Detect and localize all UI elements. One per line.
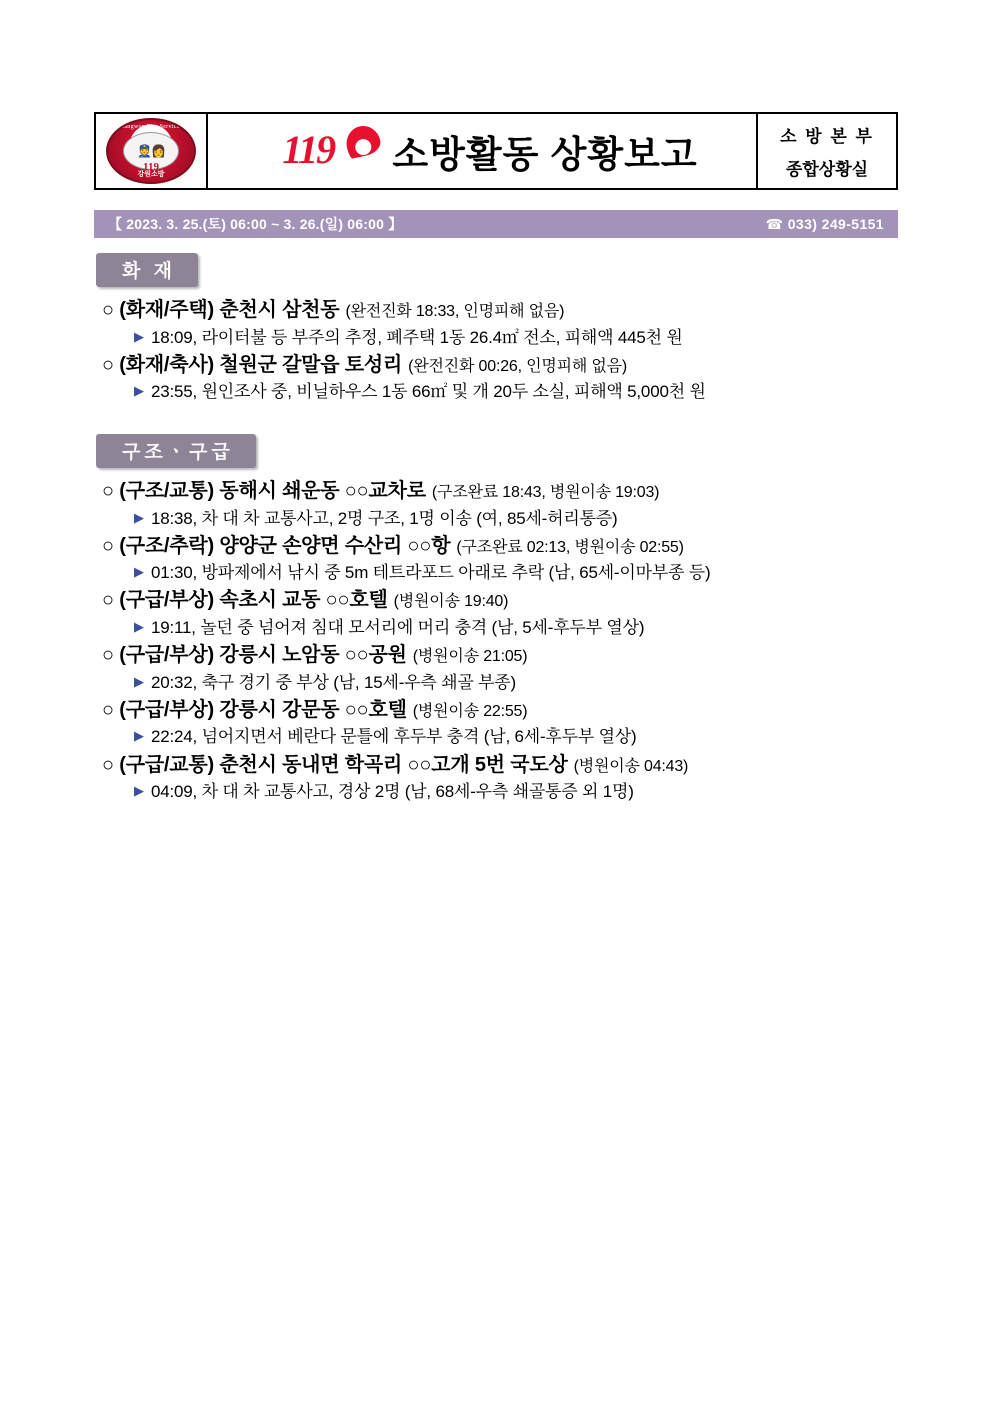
incident-detail: [96, 616, 908, 640]
incident-detail-text: 04:09, 차 대 차 교통사고, 경상 2명 (남, 68세-우측 쇄골통증 외 1명): [151, 782, 634, 802]
incident-note: (구조완료 02:13, 병원이송 02:55): [456, 538, 684, 556]
incident-note: (병원이송 22:55): [412, 702, 528, 720]
incident-detail: [96, 507, 908, 531]
triangle-bullet-icon: ▶: [134, 383, 144, 399]
incident-entry: [96, 478, 908, 531]
incident-detail-text: 18:09, 라이터불 등 부주의 추정, 폐주택 1동 26.4㎡ 전소, 피해액 445천 원: [151, 327, 683, 347]
incident-detail: [96, 326, 908, 350]
incident-detail-text: 19:11, 놀던 중 넘어져 침대 모서리에 머리 충격 (남, 5세-후두부 열상): [151, 618, 645, 638]
triangle-bullet-icon: ▶: [134, 509, 144, 525]
incident-note: (구조완료 18:43, 병원이송 19:03): [431, 484, 660, 501]
triangle-bullet-icon: ▶: [134, 728, 144, 744]
incident-headline: [96, 478, 908, 506]
incident-note: (병원이송 19:40): [393, 593, 509, 611]
incident-detail-text: 20:32, 축구 경기 중 부상 (남, 15세-우측 쇄골 부종): [151, 672, 516, 692]
incident-entry: [96, 697, 908, 750]
header-logo-cell: [96, 114, 208, 188]
header-title-cell: [208, 114, 756, 188]
incident-detail: [96, 725, 908, 749]
incident-title: ○ (구급/부상) 강릉시 노암동 ○○공원: [102, 644, 407, 667]
incident-entry: [96, 297, 908, 350]
emblem-mascot-icon: 👮👩: [137, 144, 165, 158]
triangle-bullet-icon: ▶: [134, 619, 144, 635]
triangle-bullet-icon: ▶: [134, 328, 144, 344]
incident-headline: [96, 697, 908, 725]
incident-note: (병원이송 21:05): [412, 648, 528, 666]
section-heading-fire: 화 재: [96, 253, 198, 287]
incident-detail-text: 01:30, 방파제에서 낚시 중 5m 테트라포드 아래로 추락 (남, 65세-이마부종 등): [151, 563, 711, 583]
section-fire: [96, 253, 908, 406]
incident-detail: [96, 380, 908, 404]
incident-title: ○ (화재/축사) 철원군 갈말읍 토성리: [102, 353, 403, 376]
incident-title: ○ (구급/부상) 강릉시 강문동 ○○호텔: [102, 698, 407, 721]
incident-title: ○ (구급/교통) 춘천시 동내면 학곡리 ○○고개 5번 국도상: [102, 753, 568, 776]
issuer-line-2: 종합상황실: [785, 160, 869, 179]
section-fire-body: [96, 297, 908, 404]
issuer-line-1: 소 방 본 부: [780, 127, 874, 146]
triangle-bullet-icon: ▶: [134, 673, 144, 689]
119-logo-digits: 119: [282, 127, 335, 172]
section-rescue-ems: [96, 434, 908, 806]
incident-detail-text: 22:24, 넘어지면서 베란다 문틀에 후두부 충격 (남, 6세-후두부 열상): [151, 727, 637, 747]
incident-headline: [96, 642, 908, 670]
incident-entry: [96, 642, 908, 695]
triangle-bullet-icon: ▶: [134, 564, 144, 580]
incident-detail-text: 23:55, 원인조사 중, 비닐하우스 1동 66㎡ 및 개 20두 소실, 피해액 5,000천 원: [151, 382, 706, 402]
incident-entry: [96, 587, 908, 640]
incident-headline: [96, 587, 908, 615]
emblem-number: 119: [143, 161, 159, 173]
incident-note: (병원이송 04:43): [573, 757, 689, 775]
incident-entry: [96, 752, 908, 805]
incident-headline: [96, 533, 908, 561]
incident-entry: [96, 352, 908, 405]
triangle-bullet-icon: ▶: [134, 783, 144, 799]
incident-detail: [96, 780, 908, 804]
contact-phone: ☎ 033) 249-5151: [765, 215, 884, 232]
gangwon-fire-emblem-icon: [106, 118, 196, 184]
incident-note: (완전진화 18:33, 인명피해 없음): [345, 303, 565, 320]
incident-headline: [96, 297, 908, 325]
incident-note: (완전진화 00:26, 인명피해 없음): [408, 357, 627, 375]
incident-detail-text: 18:38, 차 대 차 교통사고, 2명 구조, 1명 이송 (여, 85세-허리통증): [151, 508, 618, 528]
emblem-ring-bottom-text: 강원소방: [137, 171, 165, 178]
period-bar: [94, 210, 898, 238]
incident-title: ○ (구급/부상) 속초시 교동 ○○호텔: [102, 589, 388, 612]
section-rescue-ems-body: [96, 478, 908, 804]
incident-headline: [96, 352, 908, 380]
119-logo-icon: [282, 128, 386, 174]
page-title: 소방활동 상황보고: [392, 134, 698, 175]
incident-headline: [96, 752, 908, 780]
header-issuer-cell: [756, 114, 896, 188]
incident-title: ○ (구조/추락) 양양군 손양면 수산리 ○○항: [102, 534, 451, 557]
incident-detail: [96, 671, 908, 695]
section-heading-rescue-ems: 구조ㆍ구급: [96, 434, 256, 468]
incident-detail: [96, 561, 908, 585]
incident-title: ○ (화재/주택) 춘천시 삼천동: [102, 299, 340, 321]
flame-icon: [344, 123, 383, 159]
report-period: 【 2023. 3. 25.(토) 06:00 ~ 3. 26.(일) 06:00 】: [108, 216, 403, 232]
incident-title: ○ (구조/교통) 동해시 쇄운동 ○○교차로: [102, 480, 426, 502]
report-header: [94, 112, 898, 190]
incident-entry: [96, 533, 908, 586]
emblem-ring-top-text: Gangwon Fire Services: [119, 124, 183, 130]
